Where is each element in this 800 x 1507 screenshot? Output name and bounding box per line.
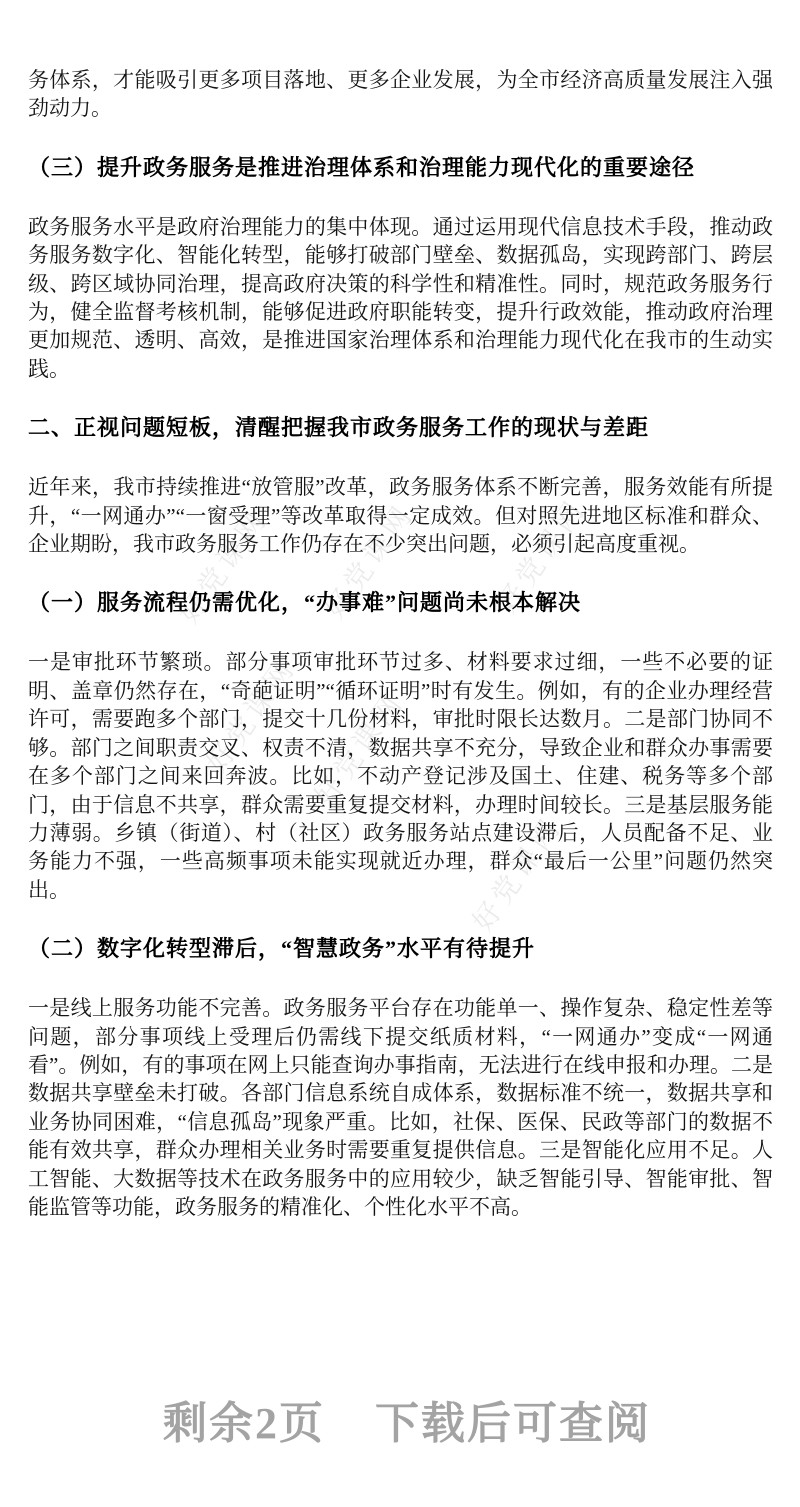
- body-paragraph: 一是审批环节繁琐。部分事项审批环节过多、材料要求过细，一些不必要的证明、盖章仍然存在，“奇葩证明”“循环证明”时有发生。例如，有的企业办理经营许可，需要跑多个部门，提交十几份材料，审批时限长达数月。二是部门协同不够。部门之间职责交叉、权责不清，数据共享不充分，导致企业和群众办事需要在多个部门之间来回奔波。比如，不动产登记涉及国土、住建、税务等多个部门，由于信息不共享，群众需要重复提交材料，办理时间较长。三是基层服务能力薄弱。乡镇（街道）、村（社区）政务服务站点建设滞后，人员配备不足、业务能力不强，一些高频事项未能实现就近办理，群众“最后一公里”问题仍然突出。: [28, 650, 773, 902]
- download-hint-label: 下载后可查阅: [375, 1399, 651, 1448]
- body-paragraph: 一是线上服务功能不完善。政务服务平台存在功能单一、操作复杂、稳定性差等问题，部分事项线上受理后仍需线下提交纸质材料，“一网通办”变成“一网通看”。例如，有的事项在网上只能查询办事指南，无法进行在线申报和办理。二是数据共享壁垒未打破。各部门信息系统自成体系，数据标准不统一，数据共享和业务协同困难，“信息孤岛”现象严重。比如，社保、医保、民政等部门的数据不能有效共享，群众办理相关业务时需要重复提供信息。三是智能化应用不足。人工智能、大数据等技术在政务服务中的应用较少，缺乏智能引导、智能审批、智能监管等功能，政务服务的精准化、个性化水平不高。: [28, 996, 773, 1219]
- watermark-text: 好党课网: [201, 652, 303, 779]
- body-paragraph: 近年来，我市持续推进“放管服”改革，政务服务体系不断完善，服务效能有所提升，“一网通办”“一窗受理”等改革取得一定成效。但对照先进地区标准和群众、企业期盼，我市政务服务工作仍存在不少突出问题，必须引起高度重视。: [28, 475, 773, 557]
- body-paragraph: 政务服务水平是政府治理能力的集中体现。通过运用现代信息技术手段，推动政务服务数字化、智能化转型，能够打破部门壁垒、数据孤岛，实现跨部门、跨层级、跨区域协同治理，提高政府决策的科学性和精准性。同时，规范政务服务行为，健全监督考核机制，能够促进政府职能转变，提升行政效能，推动政府治理更加规范、透明、高效，是推进国家治理体系和治理能力现代化在我市的生动实践。: [28, 214, 773, 381]
- section-heading-2: 二、正视问题短板，清醒把握我市政务服务工作的现状与差距: [28, 415, 650, 441]
- watermark-text: 好党课网: [173, 503, 275, 630]
- watermark-text: 好党课网: [309, 686, 411, 813]
- body-paragraph-continuation: 务体系，才能吸引更多项目落地、更多企业发展，为全市经济高质量发展注入强劲动力。: [28, 68, 773, 121]
- subsection-heading-2: （二）数字化转型滞后，“智慧政务”水平有待提升: [28, 936, 536, 962]
- paywall-footer: [0, 1398, 800, 1450]
- watermark-text: 好党课网: [467, 811, 569, 938]
- remaining-pages-label: 剩余2页: [163, 1399, 325, 1448]
- watermark-text: 好党课网: [319, 498, 421, 625]
- watermark-text: 好党课网: [491, 493, 593, 620]
- subsection-heading-3: （三）提升政务服务是推进治理体系和治理能力现代化的重要途径: [28, 154, 696, 180]
- subsection-heading-1: （一）服务流程仍需优化，“办事难”问题尚未根本解决: [28, 590, 582, 616]
